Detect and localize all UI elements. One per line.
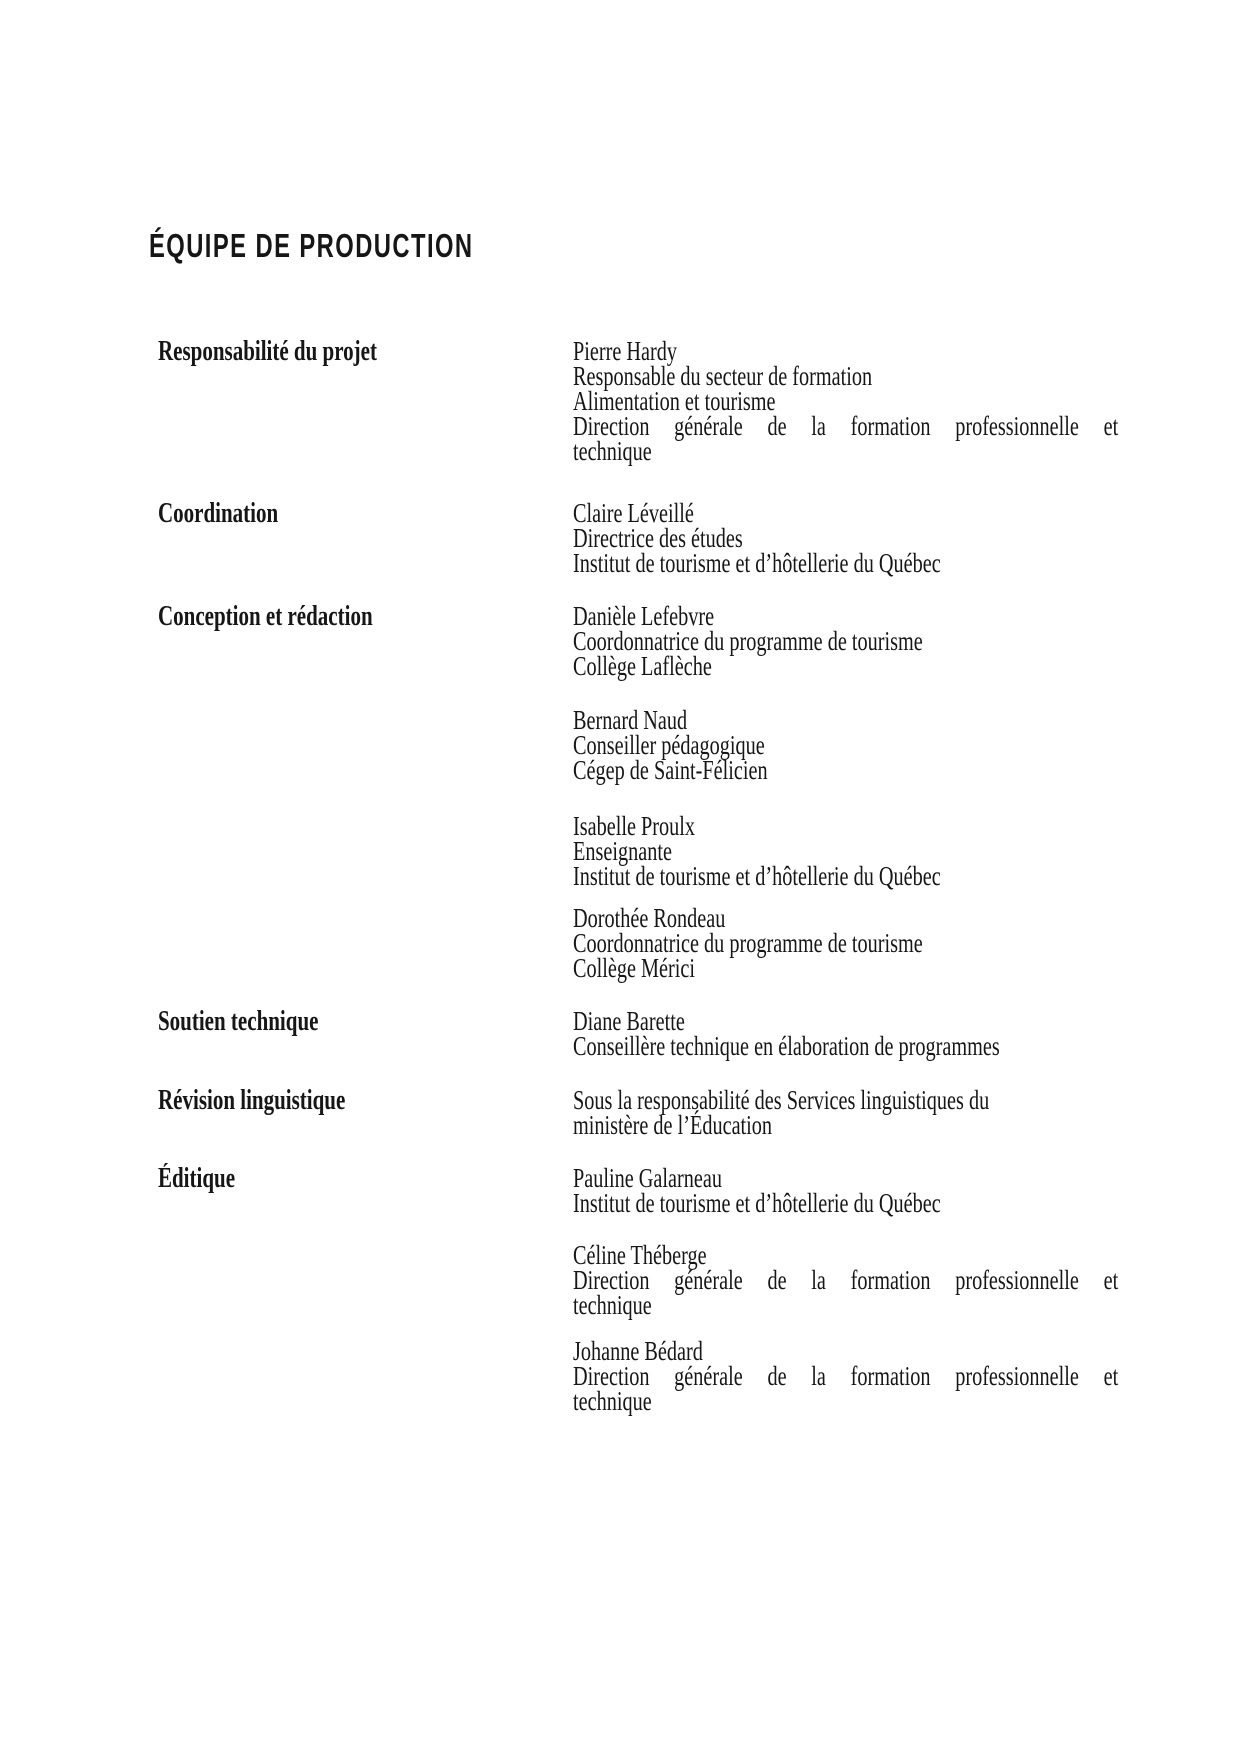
credit-entry bbox=[573, 903, 1242, 983]
credit-line: Direction générale de la formation professionnelle et bbox=[573, 1265, 1119, 1295]
credit-line: Sous la responsabilité des Services linguistiques du bbox=[573, 1085, 990, 1115]
credit-line: Céline Théberge bbox=[573, 1240, 707, 1270]
credit-line: Enseignante bbox=[573, 836, 672, 866]
credit-line: technique bbox=[573, 436, 652, 466]
credit-line: ministère de l’Éducation bbox=[573, 1110, 773, 1140]
section-label: Éditique bbox=[158, 1163, 236, 1194]
credit-line: Institut de tourisme et d’hôtellerie du Québec bbox=[573, 861, 941, 891]
credit-line: Institut de tourisme et d’hôtellerie du Québec bbox=[573, 1188, 941, 1218]
credit-line: Cégep de Saint-Félicien bbox=[573, 755, 768, 785]
credit-line: Collège Mérici bbox=[573, 953, 696, 983]
credit-line: Institut de tourisme et d’hôtellerie du Québec bbox=[573, 548, 941, 578]
credit-line: Danièle Lefebvre bbox=[573, 601, 715, 631]
credit-line: Dorothée Rondeau bbox=[573, 903, 726, 933]
section-label: Soutien technique bbox=[158, 1006, 319, 1037]
credit-entry bbox=[573, 1163, 1242, 1218]
section-label: Responsabilité du projet bbox=[158, 336, 377, 367]
credit-line: Directrice des études bbox=[573, 523, 743, 553]
credit-entry bbox=[573, 811, 1242, 891]
credit-line: Pierre Hardy bbox=[573, 336, 678, 366]
section-label: Coordination bbox=[158, 498, 279, 529]
credit-entry bbox=[573, 498, 1242, 578]
credit-line: Responsable du secteur de formation bbox=[573, 361, 873, 391]
credit-line: Bernard Naud bbox=[573, 705, 688, 735]
credit-line: Coordonnatrice du programme de tourisme bbox=[573, 928, 923, 958]
credit-line: Conseiller pédagogique bbox=[573, 730, 765, 760]
credit-line: Pauline Galarneau bbox=[573, 1163, 723, 1193]
credit-entry bbox=[573, 705, 1242, 785]
credit-line: technique bbox=[573, 1386, 652, 1416]
credit-line: Alimentation et tourisme bbox=[573, 386, 776, 416]
credit-line: Direction générale de la formation professionnelle et bbox=[573, 1361, 1119, 1391]
page-title: ÉQUIPE DE PRODUCTION bbox=[149, 227, 474, 264]
credit-entry bbox=[573, 1240, 1242, 1320]
credit-line: Coordonnatrice du programme de tourisme bbox=[573, 626, 923, 656]
section-label: Conception et rédaction bbox=[158, 601, 373, 632]
credit-entry bbox=[573, 1006, 1242, 1061]
credit-entry bbox=[573, 1085, 1242, 1140]
credit-entry bbox=[573, 336, 1242, 466]
credit-line: technique bbox=[573, 1290, 652, 1320]
credit-line: Direction générale de la formation professionnelle et bbox=[573, 411, 1119, 441]
credit-line: Claire Léveillé bbox=[573, 498, 694, 528]
credit-line: Collège Laflèche bbox=[573, 651, 712, 681]
credit-line: Johanne Bédard bbox=[573, 1336, 703, 1366]
credit-line: Isabelle Proulx bbox=[573, 811, 696, 841]
credit-line: Diane Barette bbox=[573, 1006, 685, 1036]
section-label: Révision linguistique bbox=[158, 1085, 346, 1116]
credit-entry bbox=[573, 1336, 1242, 1416]
credit-line: Conseillère technique en élaboration de programmes bbox=[573, 1031, 1000, 1061]
credit-entry bbox=[573, 601, 1242, 681]
